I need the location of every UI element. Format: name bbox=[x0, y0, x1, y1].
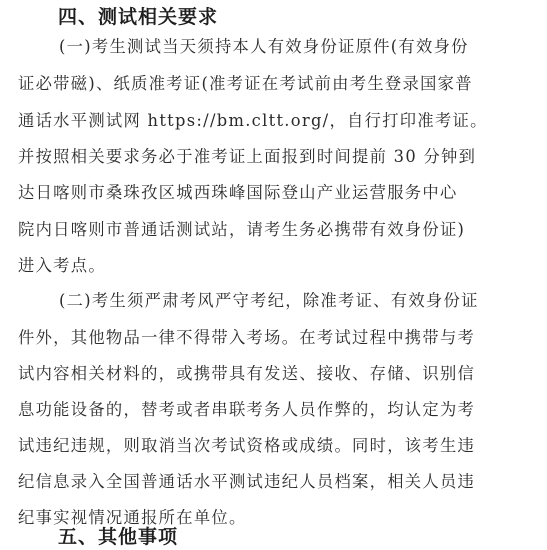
paragraph-line: 件外，其他物品一律不得带入考场。在考试过程中携带与考 bbox=[18, 328, 476, 347]
paragraph-line: 通话水平测试网 https://bm.cltt.org/，自行打印准考证。 bbox=[18, 111, 488, 130]
paragraph-line: (一)考生测试当天须持本人有效身份证原件(有效身份 bbox=[59, 37, 469, 56]
next-section-heading: 五、其他事项 bbox=[58, 526, 179, 548]
paragraph-line: 息功能设备的，替考或者串联考务人员作弊的，均认定为考 bbox=[18, 400, 476, 419]
paragraph-line: 并按照相关要求务必于准考证上面报到时间提前 30 分钟到 bbox=[18, 147, 477, 166]
paragraph-line: (二)考生须严肃考风严守考纪，除准考证、有效身份证 bbox=[59, 291, 479, 310]
paragraph-line: 证必带磁)、纸质准考证(准考证在考试前由考生登录国家普 bbox=[18, 74, 473, 93]
paragraph-line: 纪事实视情况通报所在单位。 bbox=[18, 508, 247, 527]
paragraph-line: 试内容相关材料的，或携带具有发送、接收、存储、识别信 bbox=[18, 364, 476, 383]
paragraph-line: 达日喀则市桑珠孜区城西珠峰国际登山产业运营服务中心 bbox=[18, 183, 458, 202]
paragraph-line: 纪信息录入全国普通话水平测试违纪人员档案，相关人员违 bbox=[18, 472, 476, 491]
section-heading: 四、测试相关要求 bbox=[58, 6, 219, 28]
paragraph-line: 进入考点。 bbox=[18, 256, 106, 275]
paragraph-line: 试违纪违规，则取消当次考试资格或成绩。同时，该考生违 bbox=[18, 436, 476, 455]
paragraph-line: 院内日喀则市普通话测试站，请考生务必携带有效身份证) bbox=[18, 220, 466, 239]
